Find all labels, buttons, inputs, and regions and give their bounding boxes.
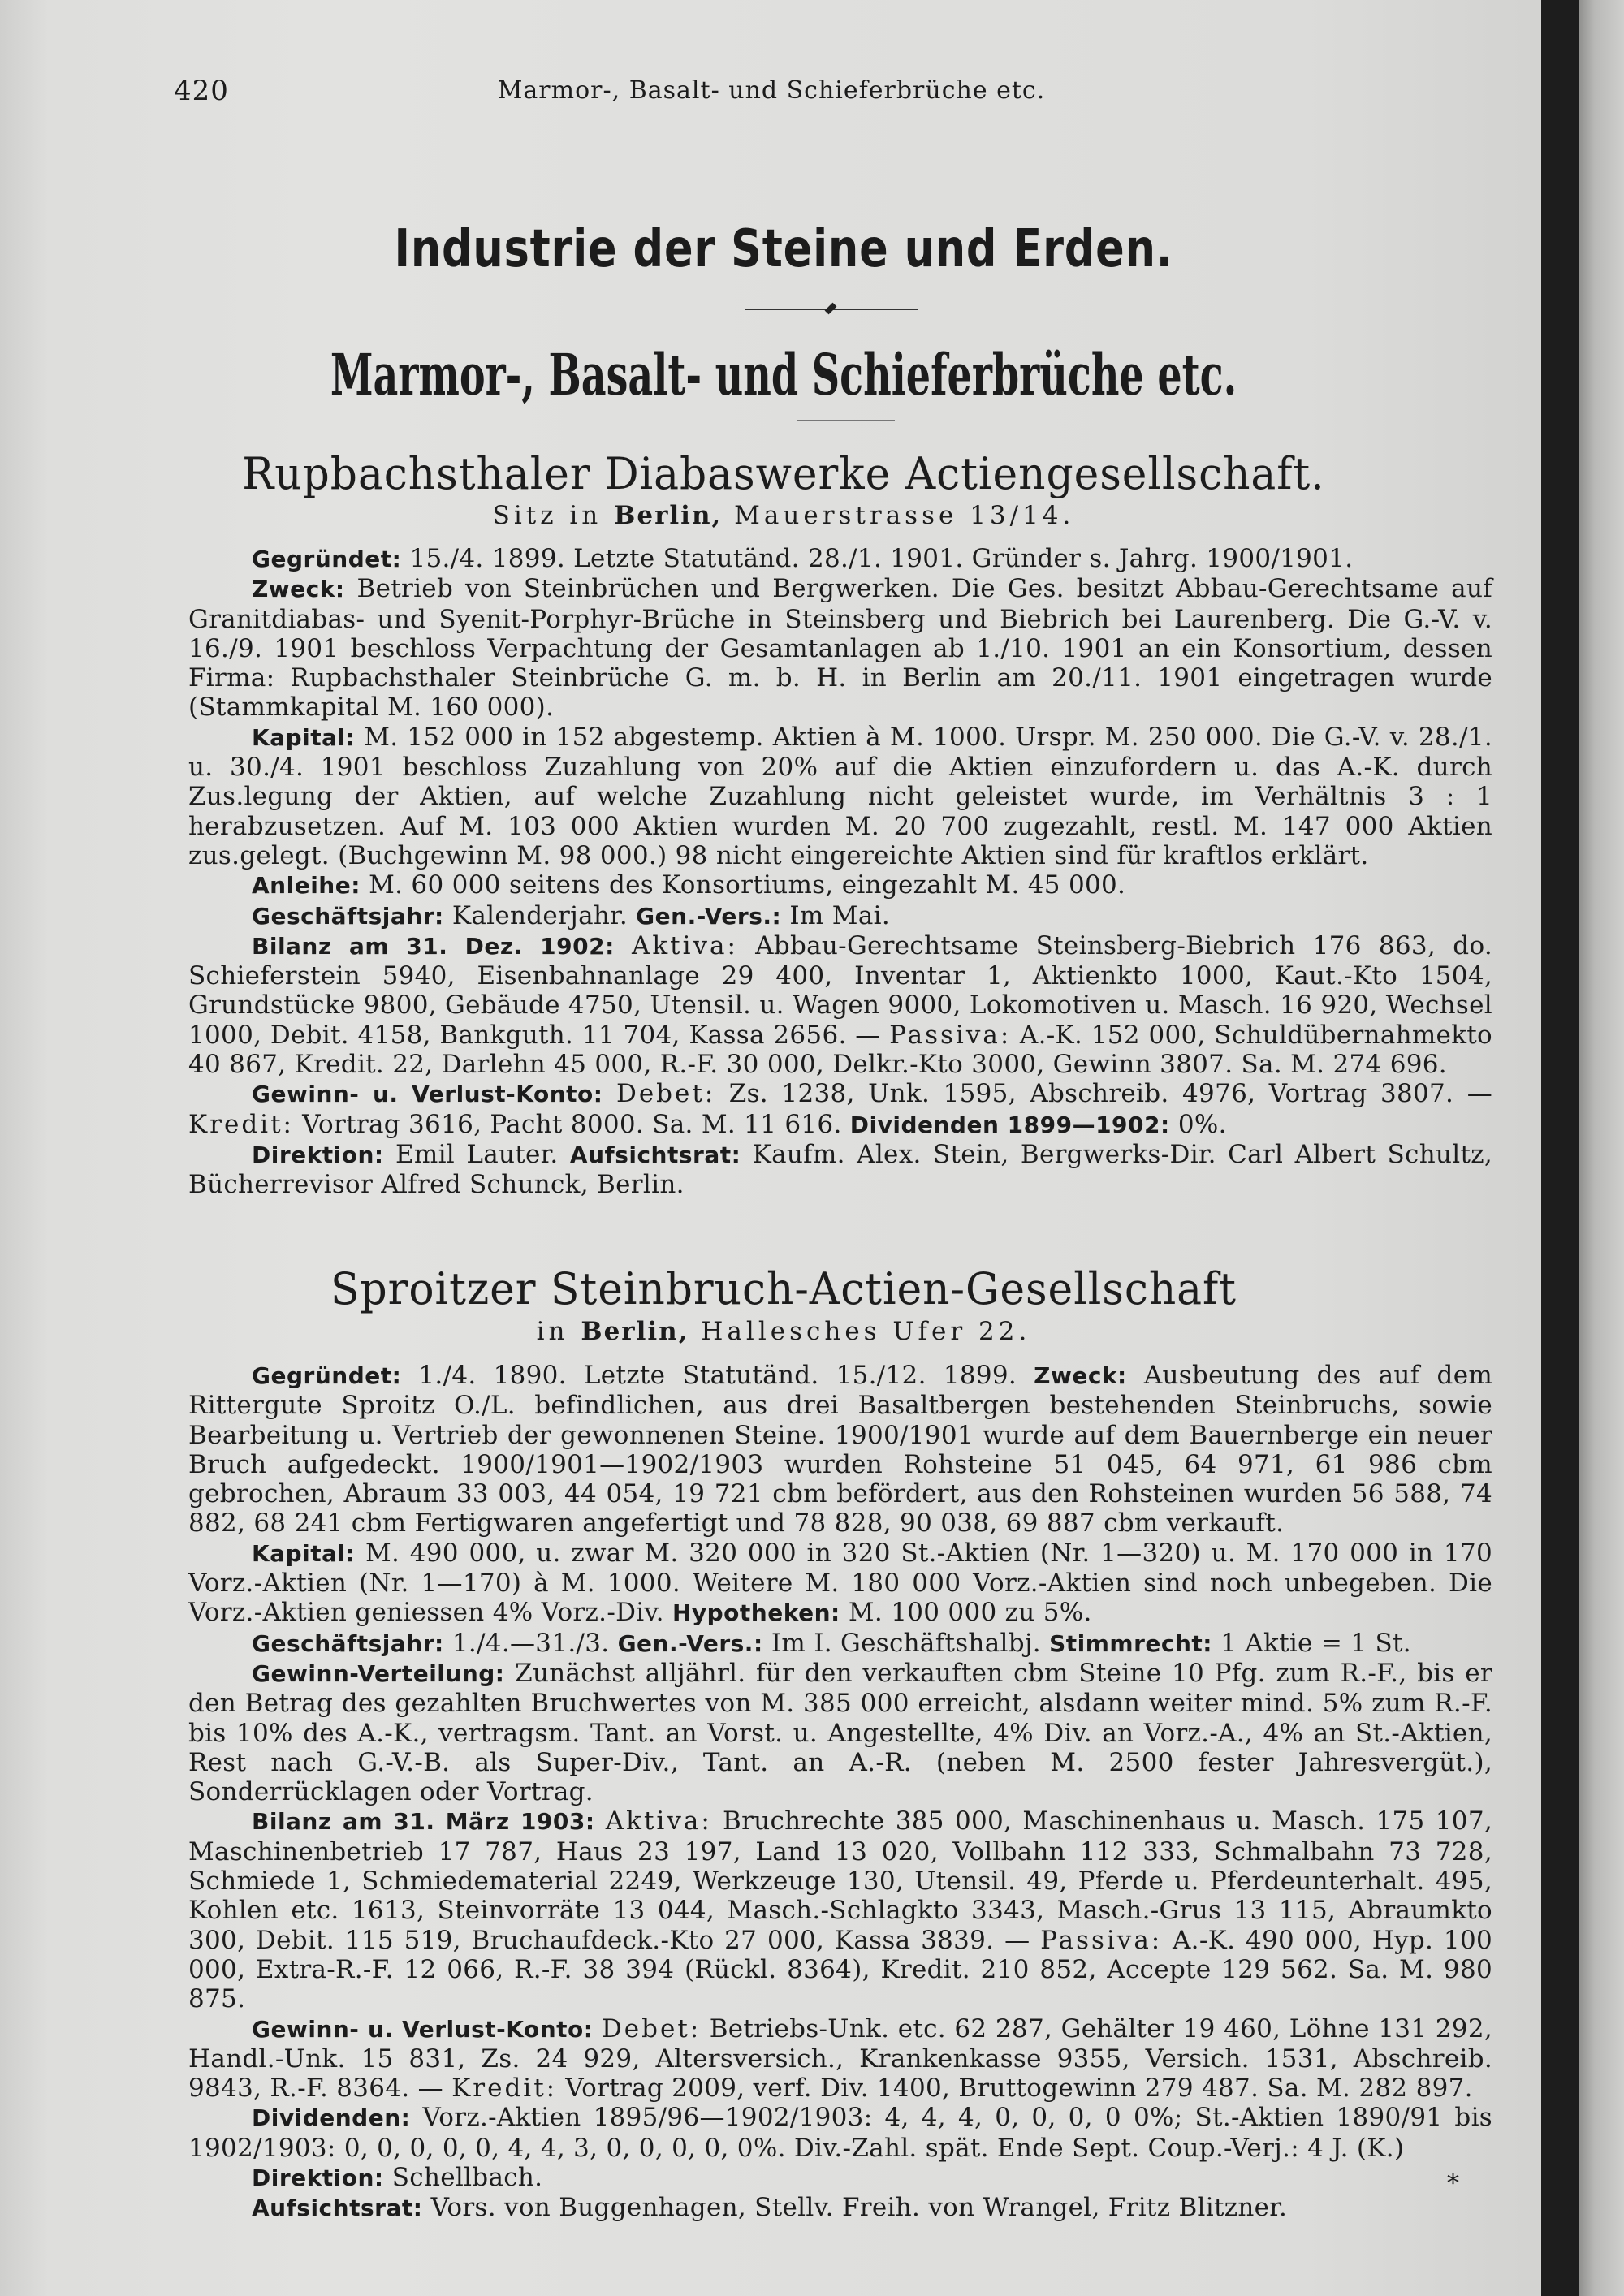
paragraph-geschaeftsjahr [188, 901, 1492, 931]
label-genvers: Gen.-Vers.: [636, 902, 782, 930]
label-genvers: Gen.-Vers.: [617, 1629, 763, 1657]
text-anleihe: M. 60 000 seitens des Konsortiums, eingezahlt M. 45 000. [369, 870, 1126, 900]
text-passiva: A.-K. 152 000, Schuldübernahmekto 40 867, Kredit. 22, Darlehn 45 000, R.-F. 30 000, Delkr.-Kto 3000, Gewinn 3807. Sa. M. 274 696. [188, 1020, 1493, 1080]
text-genvers: Im Mai. [789, 900, 890, 930]
label-stimmrecht: Stimmrecht: [1049, 1629, 1212, 1657]
label-anleihe: Anleihe: [252, 872, 361, 900]
seat-prefix: in [536, 1317, 569, 1346]
company-title-sproitzer: Sproitzer Steinbruch-Actien-Gesellschaft [330, 1263, 1237, 1314]
text-stimmrecht: 1 Aktie = 1 St. [1220, 1628, 1411, 1658]
text-genvers: Im I. Geschäftshalbj. [771, 1628, 1041, 1658]
text-geschaeftsjahr: Kalenderjahr. [451, 900, 628, 930]
paragraph-direktion [188, 2163, 1492, 2193]
text-kredit: Vortrag 3616, Pacht 8000. Sa. M. 11 616. [302, 1109, 842, 1139]
paragraph-kapital [188, 723, 1492, 870]
seat-address: Hallesches Ufer 22. [701, 1317, 1031, 1346]
company-seat-rupbachsthaler [0, 501, 1567, 530]
company-entry-sproitzer [188, 1361, 1492, 2224]
label-debet: Debet: [615, 1079, 716, 1109]
text-geschaeftsjahr: 1./4.—31./3. [451, 1628, 610, 1658]
text-debet: Zs. 1238, Unk. 1595, Abschreib. 4976, Vortrag 3807. — [728, 1079, 1492, 1109]
label-direktion: Direktion: [252, 2164, 384, 2192]
text-zweck: Ausbeutung des auf dem Rittergute Sproitz O./L. befindlichen, aus drei Basaltbergen bestehenden Steinbruchs, sowie Bearbeitung u. Vertrieb der gewonnenen Steine. 1900/1901 wurde auf dem Bauernberge ein neuer Bruch aufgedeckt. 1900/1901—1902/1903 wurden Rohsteine 51 045, 64 971, 61 986 cbm gebrochen, Abraum 33 003, 44 054, 19 721 cbm befördert, aus den Rohsteinen wurden 56 588, 74 882, 68 241 cbm Fertigwaren angefertigt und 78 828, 90 038, 69 887 cbm verkauft. [188, 1361, 1493, 1539]
paragraph-direktion [188, 1140, 1492, 1200]
label-aufsichtsrat: Aufsichtsrat: [569, 1141, 741, 1168]
running-head: Marmor-, Basalt- und Schieferbrüche etc. [497, 76, 1046, 105]
end-mark: * [1447, 2169, 1459, 2198]
text-dividenden: 0%. [1177, 1109, 1227, 1139]
label-geschaeftsjahr: Geschäftsjahr: [252, 1629, 444, 1657]
text-gewinnverteilung: Zunächst alljährl. für den verkauften cbm Steine 10 Pfg. zum R.-F., bis er den Betrag des gezahlten Bruchwertes von M. 385 000 erreicht, alsdann weiter mind. 5% zum R.-F. bis 10% des A.-K., vertragsm. Tant. an Vorst. u. Angestellte, 4% Div. an Vorz.-A., 4% an St.-Aktien, Rest nach G.-V.-B. als Super-Div., Tant. an A.-R. (neben M. 2500 fester Jahresvergüt.), Sonderrücklagen oder Vortrag. [188, 1658, 1493, 1807]
label-kredit: Kredit: [188, 1109, 294, 1139]
label-guv: Gewinn- u. Verlust-Konto: [252, 1081, 603, 1108]
text-debet: Betriebs-Unk. etc. 62 287, Gehälter 19 460, Löhne 131 292, Handl.-Unk. 15 831, Zs. 24 929, Altersversich., Krankenkasse 9355, Versich. 1531, Abschreib. 9843, R.-F. 8364. — [188, 2013, 1493, 2104]
paragraph-gegruendet [188, 544, 1492, 574]
text-kredit: Vortrag 2009, verf. Div. 1400, Bruttogewinn 279 487. Sa. M. 282 897. [565, 2074, 1473, 2104]
seat-city: Berlin, [614, 501, 723, 530]
label-kredit: Kredit: [451, 2074, 558, 2104]
label-zweck: Zweck: [252, 576, 345, 603]
divider-rule [797, 420, 895, 421]
text-dividenden: Vorz.-Aktien 1895/96—1902/1903: 4, 4, 4, 0, 0, 0, 0 0%; St.-Aktien 1890/91 bis 1902/1903: 0, 0, 0, 0, 0, 4, 4, 3, 0, 0, 0, 0, 0%. Div.-Zahl. spät. Ende Sept. Coup.-Verj.: 4 J. (K.) [188, 2103, 1492, 2163]
paragraph-bilanz [188, 1806, 1492, 2013]
label-dividenden: Dividenden 1899—1902: [849, 1111, 1170, 1138]
paragraph-bilanz [188, 931, 1492, 1079]
label-passiva: Passiva: [889, 1020, 1012, 1050]
label-aktiva: Aktiva: [605, 1806, 712, 1836]
label-zweck: Zweck: [1034, 1362, 1127, 1389]
paragraph-guv [188, 2014, 1492, 2104]
subsection-heading: Marmor-, Basalt- und Schieferbrüche etc. [330, 341, 1237, 408]
paragraph-kapital [188, 1539, 1492, 1629]
label-direktion: Direktion: [252, 1141, 384, 1168]
paragraph-zweck [188, 574, 1492, 722]
label-kapital: Kapital: [252, 723, 356, 751]
seat-prefix: Sitz in [492, 501, 603, 530]
book-spine-shadow [1541, 0, 1579, 2296]
label-bilanz: Bilanz am 31. Dez. 1902: [252, 932, 615, 960]
text-aufsichtsrat: Kaufm. Alex. Stein, Bergwerks-Dir. Carl Albert Schultz, Bücherrevisor Alfred Schunck, Berlin. [188, 1139, 1492, 1200]
seat-city: Berlin, [581, 1317, 689, 1346]
label-guv: Gewinn- u. Verlust-Konto: [252, 2015, 594, 2043]
label-passiva: Passiva: [1040, 1925, 1163, 1955]
text-zweck: Betrieb von Steinbrüchen und Bergwerken. Die Ges. besitzt Abbau-Gerechtsame auf Granitdiabas- und Syenit-Porphyr-Brüche in Steinsberg und Biebrich bei Laurenberg. Die G.-V. v. 16./9. 1901 beschloss Verpachtung der Gesamtanlagen ab 1./10. 1901 an ein Konsortium, dessen Firma: Rupbachsthaler Steinbrüche G. m. b. H. in Berlin am 20./11. 1901 eingetragen wurde (Stammkapital M. 160 000). [188, 574, 1492, 723]
seat-address: Mauerstrasse 13/14. [734, 501, 1075, 530]
text-gegruendet: 1./4. 1890. Letzte Statutänd. 15./12. 1899. [418, 1361, 1017, 1390]
label-dividenden: Dividenden: [252, 2104, 411, 2132]
paragraph-aufsichtsrat [188, 2193, 1492, 2223]
page-number: 420 [174, 75, 229, 107]
paragraph-anleihe [188, 870, 1492, 900]
text-aktiva: Abbau-Gerechtsame Steinsberg-Biebrich 176 863, do. Schieferstein 5940, Eisenbahnanlage 29 400, Inventar 1, Aktienkto 1000, Kaut.-Kto 1504, Grundstücke 9800, Gebäude 4750, Utensil. u. Wagen 9000, Lokomotiven u. Masch. 16 920, Wechsel 1000, Debit. 4158, Bankguth. 11 704, Kassa 2656. — [188, 930, 1493, 1050]
label-aktiva: Aktiva: [631, 930, 738, 960]
section-heading: Industrie der Steine und Erden. [394, 219, 1173, 279]
text-hypotheken: M. 100 000 zu 5%. [848, 1598, 1092, 1628]
label-geschaeftsjahr: Geschäftsjahr: [252, 902, 444, 930]
text-kapital: M. 152 000 in 152 abgestemp. Aktien à M. 1000. Urspr. M. 250 000. Die G.-V. v. 28./1. u. 30./4. 1901 beschloss Zuzahlung von 20% auf die Aktien einzufordern u. das A.-K. durch Zus.legung der Aktien, auf welche Zuzahlung nicht geleistet wurde, im Verhältnis 3 : 1 herabzusetzen. Auf M. 103 000 Aktien wurden M. 20 700 zugezahlt, restl. M. 147 000 Aktien zus.gelegt. (Buchgewinn M. 98 000.) 98 nicht eingereichte Aktien sind für kraftlos erklärt. [188, 722, 1493, 870]
text-direktion: Schellbach. [391, 2163, 543, 2193]
label-gewinnverteilung: Gewinn-Verteilung: [252, 1659, 505, 1687]
label-hypotheken: Hypotheken: [672, 1599, 840, 1627]
label-debet: Debet: [601, 2013, 702, 2044]
paragraph-gegruendet [188, 1361, 1492, 1539]
page-edge [1579, 0, 1624, 2296]
company-title-rupbachsthaler: Rupbachsthaler Diabaswerke Actiengesellschaft. [242, 448, 1325, 499]
text-aufsichtsrat: Vors. von Buggenhagen, Stellv. Freih. von Wrangel, Fritz Blitzner. [430, 2193, 1288, 2223]
text-aktiva: Bruchrechte 385 000, Maschinenhaus u. Masch. 175 107, Maschinenbetrieb 17 787, Haus 23 197, Land 13 020, Vollbahn 112 333, Schmalbahn 73 728, Schmiede 1, Schmiedematerial 2249, Werkzeuge 130, Utensil. 49, Pferde u. Pferdeunterhalt. 495, Kohlen etc. 1613, Steinvorräte 13 044, Masch.-Schlagkto 3343, Masch.-Grus 13 115, Abraumkto 300, Debit. 115 519, Bruchaufdeck.-Kto 27 000, Kassa 3839. — [188, 1806, 1492, 1955]
company-entry-rupbachsthaler [188, 544, 1492, 1200]
text-direktion: Emil Lauter. [395, 1139, 559, 1169]
paragraph-geschaeftsjahr [188, 1629, 1492, 1659]
label-aufsichtsrat: Aufsichtsrat: [252, 2195, 423, 2222]
company-seat-sproitzer [0, 1317, 1567, 1346]
text-gegruendet: 15./4. 1899. Letzte Statutänd. 28./1. 1901. Gründer s. Jahrg. 1900/1901. [409, 544, 1354, 573]
paragraph-dividenden [188, 2103, 1492, 2163]
label-gegruendet: Gegründet: [252, 546, 402, 572]
label-bilanz: Bilanz am 31. März 1903: [252, 1808, 595, 1836]
text-kapital: M. 490 000, u. zwar M. 320 000 in 320 St.-Aktien (Nr. 1—320) u. M. 170 000 in 170 Vorz.-Aktien (Nr. 1—170) à M. 1000. Weitere M. 180 000 Vorz.-Aktien sind noch unbegeben. Die Vorz.-Aktien geniessen 4% Vorz.-Div. [188, 1538, 1492, 1628]
paragraph-guv [188, 1079, 1492, 1140]
paragraph-gewinnverteilung [188, 1659, 1492, 1806]
label-kapital: Kapital: [252, 1539, 356, 1567]
label-gegruendet: Gegründet: [252, 1362, 402, 1389]
text-passiva: A.-K. 490 000, Hyp. 100 000, Extra-R.-F. 12 066, R.-F. 38 394 (Rückl. 8364), Kredit. 210 852, Accepte 129 562. Sa. M. 980 875. [188, 1925, 1493, 2014]
